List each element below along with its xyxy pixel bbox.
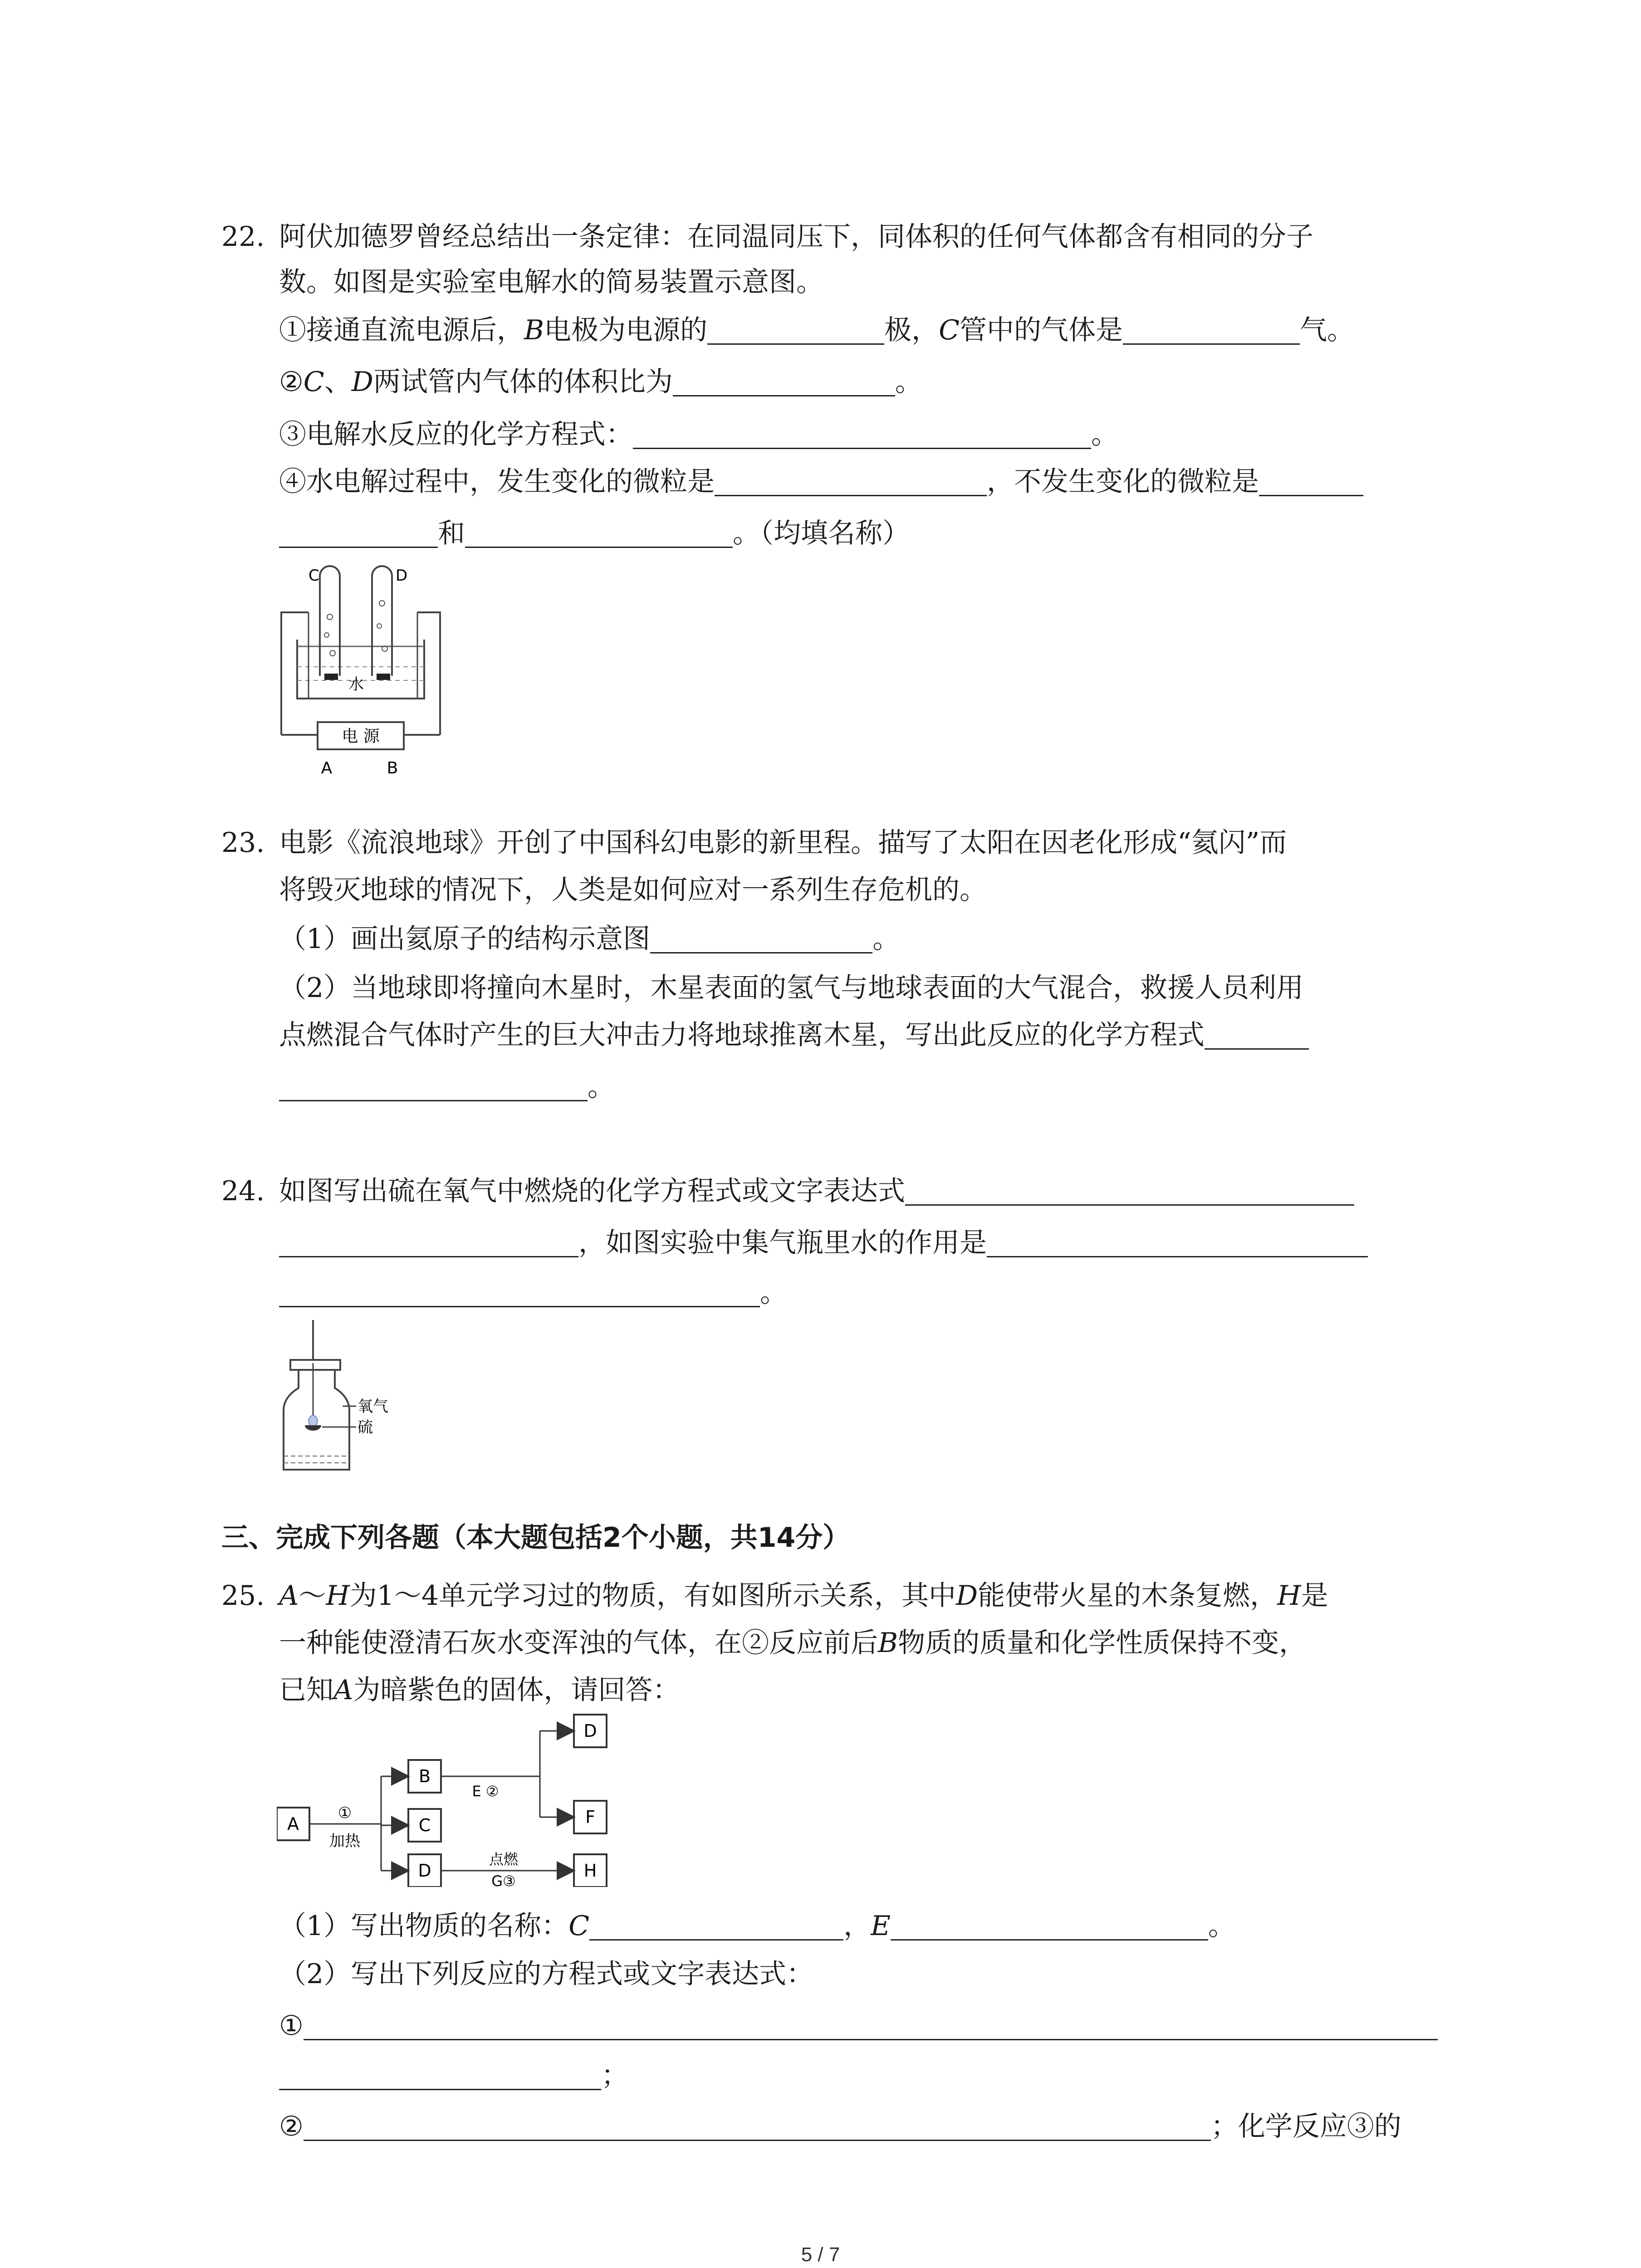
answer-blank[interactable]	[279, 519, 438, 548]
answer-blank[interactable]	[1205, 1021, 1309, 1050]
answer-blank[interactable]	[673, 368, 895, 396]
q24-text-1: 如图写出硫在氧气中燃烧的化学方程式或文字表达式	[279, 1172, 1354, 1210]
answer-blank[interactable]	[650, 925, 872, 953]
reaction-1-label: ①	[338, 1804, 352, 1822]
q23-sub-1: （1）画出氦原子的结构示意图 。	[279, 923, 900, 955]
answer-blank[interactable]	[279, 2062, 601, 2090]
tube-c-label: C	[309, 567, 319, 585]
box-b-label: B	[418, 1766, 431, 1786]
power-source-label: 电 源	[342, 727, 380, 746]
q23-text-1: 电影《流浪地球》开创了中国科幻电影的新里程。描写了太阳在因老化形成“氦闪”而	[279, 827, 1287, 859]
q22-number: 22.	[221, 221, 265, 253]
q22-sub-3: ③电解水反应的化学方程式： 。	[279, 419, 1118, 450]
q25-number: 25.	[221, 1580, 265, 1612]
box-d-upper-label: D	[583, 1721, 597, 1741]
q22-sub-2: ②C、D两试管内气体的体积比为 。	[279, 366, 922, 398]
answer-blank[interactable]	[465, 519, 733, 548]
oxygen-label: 氧气	[358, 1398, 388, 1416]
answer-blank[interactable]	[304, 2012, 1438, 2040]
terminal-a-label: A	[321, 759, 333, 777]
substance-relation-diagram	[277, 1710, 640, 1887]
q25-part-1-text: （1）写出物质的名称：C ，E 。	[279, 1910, 1235, 1942]
q22-sub-1: ①接通直流电源后，B电极为电源的 极，C管中的气体是 气。	[279, 314, 1355, 346]
reaction-3-label: G③	[491, 1872, 516, 1887]
answer-blank[interactable]	[715, 468, 987, 496]
q22-sub-4-cont: 和 。（均填名称）	[279, 514, 910, 552]
answer-blank[interactable]	[279, 1073, 588, 1101]
q23-sub-2-cont: 点燃混合气体时产生的巨大冲击力将地球推离木星，写出此反应的化学方程式	[279, 1016, 1309, 1054]
answer-blank[interactable]	[1259, 468, 1363, 496]
tube-d-label: D	[396, 567, 408, 585]
q25-text-1: A～H为1～4单元学习过的物质，有如图所示关系，其中D能使带火星的木条复燃，H是	[279, 1580, 1328, 1612]
q23-text-2: 将毁灭地球的情况下，人类是如何应对一系列生存危机的。	[279, 874, 987, 906]
q22-text-1: 阿伏加德罗曾经总结出一条定律：在同温同压下，同体积的任何气体都含有相同的分子	[279, 221, 1313, 253]
answer-blank[interactable]	[279, 1229, 578, 1257]
q25-reaction-1: ①	[279, 2007, 1438, 2045]
terminal-b-label: B	[387, 759, 398, 777]
answer-blank[interactable]	[633, 420, 1091, 449]
reaction-2-label: E ②	[472, 1783, 499, 1800]
q23-sub-2: （2）当地球即将撞向木星时，木星表面的氢气与地球表面的大气混合，救援人员利用	[279, 972, 1304, 1004]
ignite-label: 点燃	[489, 1851, 519, 1868]
q25-reaction-2: ② ；化学反应③的	[279, 2111, 1401, 2142]
box-d-lower-label: D	[418, 1861, 431, 1881]
answer-blank[interactable]	[279, 1279, 760, 1307]
box-a-label: A	[287, 1814, 299, 1834]
answer-blank[interactable]	[905, 1177, 1354, 1206]
heat-label: 加热	[329, 1832, 360, 1850]
box-f-label: F	[585, 1807, 595, 1827]
answer-blank[interactable]	[707, 316, 884, 345]
answer-blank[interactable]	[987, 1229, 1368, 1257]
sulfur-combustion-figure	[277, 1320, 404, 1474]
electrolysis-apparatus-figure	[272, 562, 454, 780]
answer-blank[interactable]	[1123, 316, 1300, 345]
q24-number: 24.	[221, 1175, 265, 1207]
q24-text-2: ，如图实验中集气瓶里水的作用是	[279, 1224, 1368, 1262]
q25-part-2-text: （2）写出下列反应的方程式或文字表达式：	[279, 1958, 814, 1990]
q22-text-2: 数。如图是实验室电解水的简易装置示意图。	[279, 266, 823, 298]
page-number: 5 / 7	[801, 2244, 840, 2266]
answer-blank[interactable]	[891, 1912, 1208, 1941]
water-label: 水	[348, 675, 364, 694]
sulfur-label: 硫	[358, 1418, 373, 1437]
q25-text-2: 一种能使澄清石灰水变浑浊的气体，在②反应前后B物质的质量和化学性质保持不变，	[279, 1627, 1307, 1659]
q23-number: 23.	[221, 827, 265, 859]
section-3-title: 三、完成下列各题（本大题包括2个小题，共14分）	[221, 1522, 850, 1554]
q25-text-3: 已知A为暗紫色的固体，请回答：	[279, 1674, 680, 1706]
answer-blank[interactable]	[589, 1912, 843, 1941]
q22-sub-4: ④水电解过程中，发生变化的微粒是 ，不发生变化的微粒是	[279, 463, 1363, 501]
box-c-label: C	[418, 1815, 431, 1835]
box-h-label: H	[583, 1861, 597, 1881]
q25-reaction-1-end: ；	[279, 2057, 628, 2095]
answer-blank[interactable]	[304, 2112, 1211, 2141]
q23-sub-2-end: 。	[279, 1068, 615, 1106]
q24-text-3: 。	[279, 1274, 787, 1312]
